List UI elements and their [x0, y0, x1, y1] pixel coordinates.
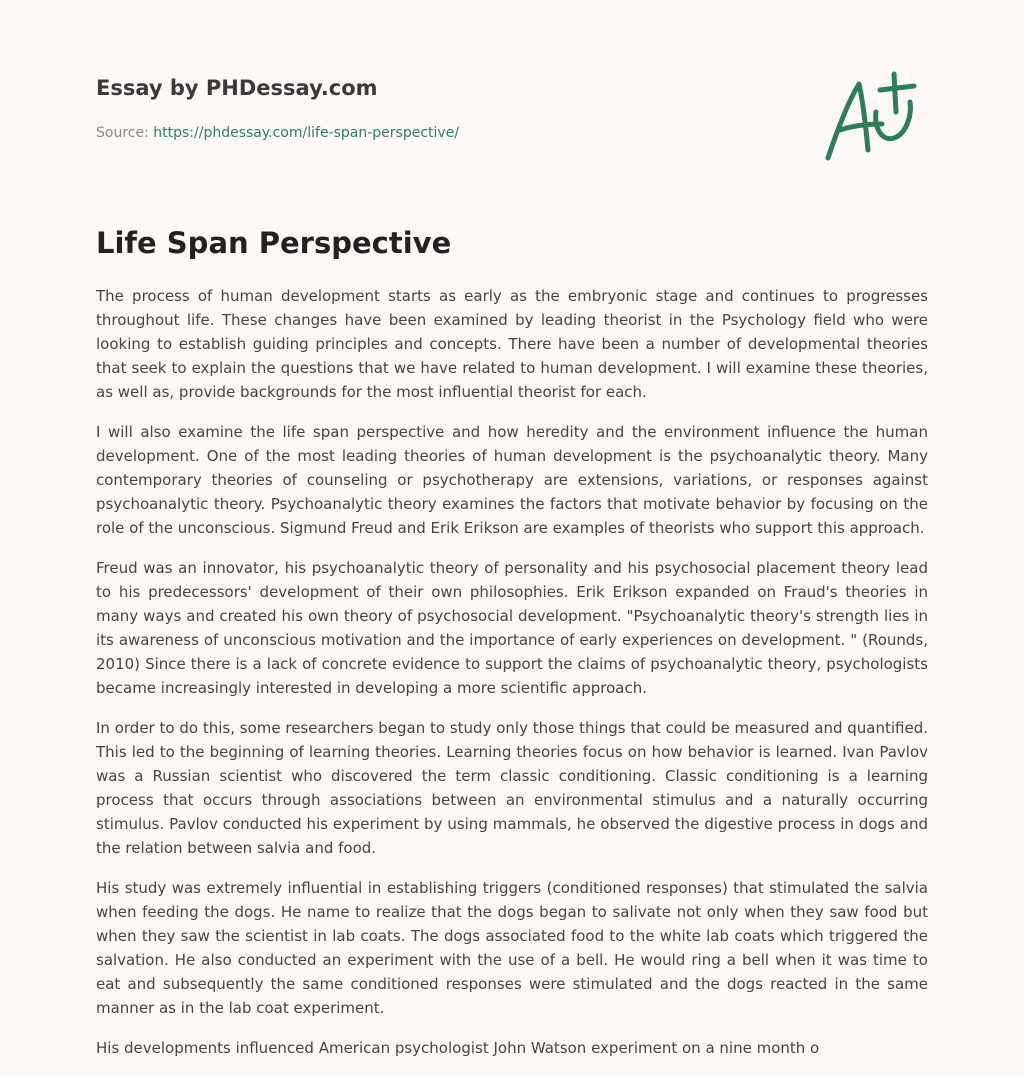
essay-paragraph: The process of human development starts as early as the embryonic stage and continues to progresses throughout life. These changes have been examined by leading theorist in the Psychology field who were looking to establish guiding principles and concepts. There have been a number of developmental theories that seek to explain the questions that we have related to human development. I will examine these theories, as well as, provide backgrounds for the most influential theorist for each.	[96, 287, 928, 401]
essay-paragraph-truncated: His developments influenced American psychologist John Watson experiment on a nine month o	[96, 1039, 820, 1057]
source-line	[96, 125, 459, 141]
essay-body	[96, 284, 928, 1076]
source-link[interactable]: https://phdessay.com/life-span-perspective/	[153, 125, 460, 141]
a-plus-logo-icon	[816, 66, 928, 166]
essay-paragraph: I will also examine the life span perspective and how heredity and the environment influence the human development. One of the most leading theories of human development is the psychoanalytic theory. Many contemporary theories of counseling or psychotherapy are extensions, variations, or responses against psychoanalytic theory. Psychoanalytic theory examines the factors that motivate behavior by focusing on the role of the unconscious. Sigmund Freud and Erik Erikson are examples of theorists who support this approach.	[96, 423, 928, 537]
essay-paragraph: His study was extremely influential in establishing triggers (conditioned responses) that stimulated the salvia when feeding the dogs. He name to realize that the dogs began to salivate not only when they saw food but when they saw the scientist in lab coats. The dogs associated food to the white lab coats which triggered the salvation. He also conducted an experiment with the use of a bell. He would ring a bell when it was time to eat and subsequently the same conditioned responses were stimulated and the dogs reacted in the same manner as in the lab coat experiment.	[96, 879, 928, 1017]
essay-paragraph: In order to do this, some researchers began to study only those things that could be measured and quantified. This led to the beginning of learning theories. Learning theories focus on how behavior is learned. Ivan Pavlov was a Russian scientist who discovered the term classic conditioning. Classic conditioning is a learning process that occurs through associations between an environmental stimulus and a naturally occurring stimulus. Pavlov conducted his experiment by using mammals, he observed the digestive process in dogs and the relation between salvia and food.	[96, 719, 928, 857]
source-label: Source:	[96, 125, 149, 141]
essay-paragraph: Freud was an innovator, his psychoanalytic theory of personality and his psychosocial placement theory lead to his predecessors' development of their own philosophies. Erik Erikson expanded on Fraud's theories in many ways and created his own theory of psychosocial development. "Psychoanalytic theory's strength lies in its awareness of unconscious motivation and the importance of early experiences on development. " (Rounds, 2010) Since there is a lack of concrete evidence to support the claims of psychoanalytic theory, psychologists became increasingly interested in developing a more scientific approach.	[96, 559, 928, 697]
site-brand: Essay by PHDessay.com	[96, 76, 378, 100]
essay-title: Life Span Perspective	[96, 226, 452, 260]
